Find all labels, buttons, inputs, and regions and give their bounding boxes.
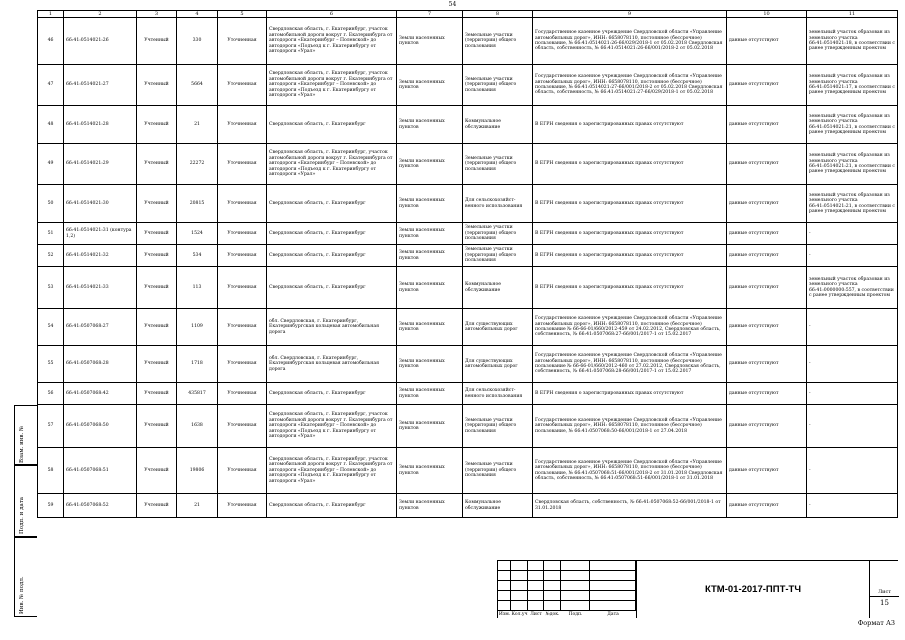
encumbrances-cell: данные отсутствуют — [727, 185, 807, 223]
rights-holder-cell: Государственное казенное учреждение Свердловской области «Управление автомобильных дорог», ИНН: 6658078110, постоянное (бессрочное) пользование, № 66:41:0507068:50-66/001/2018-1 от 27.04.2018 — [533, 405, 727, 448]
row-number-cell: 59 — [38, 494, 64, 518]
note-cell: - — [807, 309, 898, 346]
note-cell: - — [807, 383, 898, 405]
plot-area-cell: 435817 — [177, 383, 218, 405]
cadastral-number-cell: 66:41:0507068:50 — [64, 405, 137, 448]
land-category-cell: Земли населенных пунктов — [397, 144, 463, 185]
rights-holder-cell: Государственное казенное учреждение Свердловской области «Управление автомобильных дорог», ИНН: 6658078110, постоянное (бессрочное) пользование, № 66:41:0507068:51-66/001/2018-2 от 31.01.2018 Свердловская область, собственность, № 66:41:0507068:51-66/001/2018-1 от 31.01.2018 — [533, 448, 727, 494]
permitted-use-cell: Для существующих автомобильных дорог — [463, 309, 533, 346]
revision-cell — [544, 571, 561, 581]
revision-cell — [561, 591, 590, 601]
record-status-cell: Учтенный — [137, 245, 177, 267]
note-cell: земельный участок образован из земельного участка 66:41:0000000:557, в соответствии с ранее утвержденным проектом — [807, 267, 898, 309]
plot-area-cell: 1638 — [177, 405, 218, 448]
plot-address-cell: Свердловская область, г. Екатеринбург — [267, 185, 397, 223]
area-type-cell: Уточненная — [218, 185, 267, 223]
table-row — [38, 494, 898, 518]
row-number-cell: 49 — [38, 144, 64, 185]
rights-holder-cell: В ЕГРН сведения о зарегистрированных правах отсутствуют — [533, 106, 727, 144]
revision-grid — [498, 561, 636, 618]
plot-address-cell: обл. Свердловская, г. Екатеринбург, Екатеринбургская кольцевая автомобильная дорога — [267, 346, 397, 383]
column-number: 7 — [397, 11, 463, 18]
land-category-cell: Земли населенных пунктов — [397, 405, 463, 448]
permitted-use-cell: Земельные участки (территории) общего пользования — [463, 18, 533, 65]
column-number: 4 — [177, 11, 218, 18]
area-type-cell: Уточненная — [218, 144, 267, 185]
encumbrances-cell: данные отсутствуют — [727, 346, 807, 383]
permitted-use-cell: Земельные участки (территории) общего пользования — [463, 245, 533, 267]
page-number: 54 — [448, 1, 457, 8]
encumbrances-cell: данные отсутствуют — [727, 18, 807, 65]
revision-cell — [511, 561, 528, 571]
revision-cell — [590, 591, 636, 601]
cadastral-number-cell: 66:41:0514021:30 — [64, 185, 137, 223]
cadastral-number-cell: 66:41:0514021:26 — [64, 18, 137, 65]
rights-holder-cell: В ЕГРН сведения о зарегистрированных правах отсутствуют — [533, 245, 727, 267]
plot-area-cell: 1718 — [177, 346, 218, 383]
plot-area-cell: 534 — [177, 245, 218, 267]
area-type-cell: Уточненная — [218, 18, 267, 65]
row-number-cell: 55 — [38, 346, 64, 383]
revision-header: Кол.уч — [511, 612, 528, 617]
sheet-box — [869, 561, 898, 618]
table-row — [38, 245, 898, 267]
area-type-cell: Уточненная — [218, 383, 267, 405]
land-category-cell: Земли населенных пунктов — [397, 448, 463, 494]
note-cell: земельный участок образован из земельного участка 66:41:0514021:21, в соответствии с ранее утвержденным проектом — [807, 106, 898, 144]
column-number: 8 — [463, 11, 533, 18]
plot-address-cell: Свердловская область, г. Екатеринбург — [267, 245, 397, 267]
permitted-use-cell: Коммунальное обслуживание — [463, 494, 533, 518]
table-row — [38, 405, 898, 448]
revision-cell — [561, 581, 590, 591]
revision-cell — [561, 601, 590, 611]
plot-area-cell: 21 — [177, 106, 218, 144]
approval-sidebar — [14, 405, 37, 617]
table-row — [38, 185, 898, 223]
column-number: 11 — [807, 11, 898, 18]
land-category-cell: Земли населенных пунктов — [397, 106, 463, 144]
permitted-use-cell: Земельные участки (территории) общего пользования — [463, 448, 533, 494]
revision-cell — [590, 561, 636, 571]
column-number: 2 — [64, 11, 137, 18]
title-block — [497, 560, 898, 618]
record-status-cell: Учтенный — [137, 405, 177, 448]
revision-cell — [528, 561, 544, 571]
cadastral-number-cell: 66:41:0514021:27 — [64, 65, 137, 106]
note-cell: земельный участок образован из земельного участка 66:41:0514021:17, в соответствии с ранее утвержденным проектом — [807, 65, 898, 106]
rights-holder-cell: Государственное казенное учреждение Свердловской области «Управление автомобильных дорог», ИНН: 6658078110, постоянное (бессрочное) пользование № 66-66-01/660/2012-460 от 27.02.2012, Свердловская область, собственность, № 66:41:0507068:28-66/001/2017-1 от 15.02.2017 — [533, 346, 727, 383]
encumbrances-cell: данные отсутствуют — [727, 223, 807, 245]
land-category-cell: Земли населенных пунктов — [397, 383, 463, 405]
plot-area-cell: 1109 — [177, 309, 218, 346]
encumbrances-cell: данные отсутствуют — [727, 245, 807, 267]
plot-address-cell: Свердловская область, г. Екатеринбург — [267, 223, 397, 245]
note-cell: - — [807, 448, 898, 494]
table-row — [38, 223, 898, 245]
row-number-cell: 46 — [38, 18, 64, 65]
note-cell: - — [807, 245, 898, 267]
record-status-cell: Учтенный — [137, 106, 177, 144]
permitted-use-cell: Для сельскохозяйст-венного использования — [463, 383, 533, 405]
column-number: 9 — [533, 11, 727, 18]
table-row — [38, 144, 898, 185]
revision-cell — [498, 581, 511, 591]
revision-cell — [511, 581, 528, 591]
land-category-cell: Земли населенных пунктов — [397, 267, 463, 309]
row-number-cell: 58 — [38, 448, 64, 494]
land-category-cell: Земли населенных пунктов — [397, 223, 463, 245]
table-row — [38, 309, 898, 346]
rights-holder-cell: В ЕГРН сведения о зарегистрированных правах отсутствуют — [533, 383, 727, 405]
revision-cell — [544, 591, 561, 601]
revision-cell — [528, 571, 544, 581]
land-plots-table — [37, 10, 898, 518]
table-row — [38, 346, 898, 383]
record-status-cell: Учтенный — [137, 267, 177, 309]
land-category-cell: Земли населенных пунктов — [397, 309, 463, 346]
column-number: 3 — [137, 11, 177, 18]
revision-cell — [511, 591, 528, 601]
revision-cell — [544, 561, 561, 571]
rights-holder-cell: Государственное казенное учреждение Свердловской области «Управление автомобильных дорог», ИНН: 6658078110, постоянное (бессрочное) пользование, № 66:41:0514021:26-66/029/2018-1 от 05.02.2018 Свердловская область, собственность, № 66:41:0514021:26-66/001/2018-2 от 05.02.2018 — [533, 18, 727, 65]
revision-cell — [498, 591, 511, 601]
note-cell: - — [807, 346, 898, 383]
permitted-use-cell: Для сельскохозяйст-венного использования — [463, 185, 533, 223]
rights-holder-cell: Государственное казенное учреждение Свердловской области «Управление автомобильных дорог», ИНН: 6658078110, постоянное (бессрочное) пользование, № 66:41:0514021:27-66/001/2018-2 от 05.02.2018 Свердловская область, собственность, № 66:41:0514021:27-66/029/2018-1 от 05.02.2018 — [533, 65, 727, 106]
plot-area-cell: 113 — [177, 267, 218, 309]
cadastral-number-cell: 66:41:0507068:28 — [64, 346, 137, 383]
plot-area-cell: 330 — [177, 18, 218, 65]
plot-address-cell: Свердловская область, г. Екатеринбург, участок автомобильной дороги вокруг г. Екатеринбурга от автодороги «Екатеринбург – Полевской» до автодороги «Подъезд к г. Екатеринбургу от автодороги «Урал» — [267, 144, 397, 185]
area-type-cell: Уточненная — [218, 405, 267, 448]
record-status-cell: Учтенный — [137, 65, 177, 106]
plot-address-cell: обл. Свердловская, г. Екатеринбург, Екатеринбургская кольцевая автомобильная дорога — [267, 309, 397, 346]
record-status-cell: Учтенный — [137, 185, 177, 223]
plot-address-cell: Свердловская область, г. Екатеринбург, участок автомобильной дороги вокруг г. Екатеринбурга от автодороги «Екатеринбург – Полевской» до автодороги «Подъезд к г. Екатеринбургу от автодороги «Урал» — [267, 65, 397, 106]
permitted-use-cell: Коммунальное обслуживание — [463, 106, 533, 144]
table-row — [38, 448, 898, 494]
revision-header: Изм. — [498, 612, 511, 617]
area-type-cell: Уточненная — [218, 65, 267, 106]
revision-cell — [544, 601, 561, 611]
revision-cell — [528, 601, 544, 611]
column-number: 10 — [727, 11, 807, 18]
table-row — [38, 65, 898, 106]
note-cell: земельный участок образован из земельного участка 66:41:0514021:18, в соответствии с ранее утвержденным проектом — [807, 18, 898, 65]
area-type-cell: Уточненная — [218, 346, 267, 383]
encumbrances-cell: данные отсутствуют — [727, 494, 807, 518]
cadastral-number-cell: 66:41:0507068:42 — [64, 383, 137, 405]
permitted-use-cell: Коммунальное обслуживание — [463, 267, 533, 309]
plot-area-cell: 19806 — [177, 448, 218, 494]
row-number-cell: 52 — [38, 245, 64, 267]
area-type-cell: Уточненная — [218, 267, 267, 309]
plot-address-cell: Свердловская область, г. Екатеринбург — [267, 494, 397, 518]
cadastral-number-cell: 66:41:0507068:51 — [64, 448, 137, 494]
revision-cell — [528, 591, 544, 601]
cadastral-number-cell: 66:41:0514021:29 — [64, 144, 137, 185]
table-row — [38, 106, 898, 144]
note-cell: - — [807, 494, 898, 518]
record-status-cell: Учтенный — [137, 309, 177, 346]
area-type-cell: Уточненная — [218, 245, 267, 267]
record-status-cell: Учтенный — [137, 383, 177, 405]
land-category-cell: Земли населенных пунктов — [397, 494, 463, 518]
revision-cell — [590, 571, 636, 581]
table-row — [38, 267, 898, 309]
cadastral-number-cell: 66:41:0514021:32 — [64, 245, 137, 267]
sidebar-label-replacement: Взам. инв. № — [19, 425, 25, 463]
row-number-cell: 51 — [38, 223, 64, 245]
note-cell: земельный участок образован из земельного участка 66:41:0514021:21, в соответствии с ранее утвержденным проектом — [807, 144, 898, 185]
revision-cell — [498, 601, 511, 611]
record-status-cell: Учтенный — [137, 144, 177, 185]
area-type-cell: Уточненная — [218, 106, 267, 144]
land-category-cell: Земли населенных пунктов — [397, 346, 463, 383]
sidebar-label-original: Инв. № подл. — [19, 576, 25, 614]
row-number-cell: 50 — [38, 185, 64, 223]
record-status-cell: Учтенный — [137, 494, 177, 518]
revision-header: Лист — [530, 612, 542, 617]
revision-header: Дата — [607, 612, 619, 617]
column-number: 5 — [218, 11, 267, 18]
revision-cell — [590, 601, 636, 611]
permitted-use-cell: Для существующих автомобильных дорог — [463, 346, 533, 383]
permitted-use-cell: Земельные участки (территории) общего пользования — [463, 65, 533, 106]
cadastral-number-cell: 66:41:0514021:28 — [64, 106, 137, 144]
revision-cell — [561, 571, 590, 581]
encumbrances-cell: данные отсутствуют — [727, 405, 807, 448]
plot-area-cell: 1524 — [177, 223, 218, 245]
revision-header: №док. — [545, 612, 560, 617]
plot-address-cell: Свердловская область, г. Екатеринбург, участок автомобильной дороги вокруг г. Екатеринбурга от автодороги «Екатеринбург – Полевской» до автодороги «Подъезд к г. Екатеринбургу от автодороги «Урал» — [267, 405, 397, 448]
rights-holder-cell: Свердловская область, собственность, № 66:41:0507068:52-66/001/2018-1 от 31.01.2018 — [533, 494, 727, 518]
encumbrances-cell: данные отсутствуют — [727, 309, 807, 346]
row-number-cell: 54 — [38, 309, 64, 346]
document-code: КТМ-01-2017-ППТ-ТЧ — [636, 561, 869, 618]
sheet-number: 15 — [880, 599, 889, 607]
sheet-label: Лист — [870, 587, 899, 597]
encumbrances-cell: данные отсутствуют — [727, 106, 807, 144]
encumbrances-cell: данные отсутствуют — [727, 65, 807, 106]
land-category-cell: Земли населенных пунктов — [397, 65, 463, 106]
note-cell: - — [807, 405, 898, 448]
revision-cell — [544, 581, 561, 591]
plot-area-cell: 21 — [177, 494, 218, 518]
land-category-cell: Земли населенных пунктов — [397, 18, 463, 65]
revision-cell — [590, 581, 636, 591]
row-number-cell: 47 — [38, 65, 64, 106]
land-category-cell: Земли населенных пунктов — [397, 245, 463, 267]
sidebar-label-signature: Подп. и дата — [19, 496, 25, 534]
plot-address-cell: Свердловская область, г. Екатеринбург — [267, 267, 397, 309]
revision-cell — [561, 561, 590, 571]
plot-area-cell: 22272 — [177, 144, 218, 185]
record-status-cell: Учтенный — [137, 18, 177, 65]
plot-area-cell: 5664 — [177, 65, 218, 106]
record-status-cell: Учтенный — [137, 346, 177, 383]
record-status-cell: Учтенный — [137, 448, 177, 494]
note-cell: земельный участок образован из земельного участка 66:41:0514021:21, в соответствии с ранее утвержденным проектом — [807, 185, 898, 223]
sidebar-cell-replacement — [14, 405, 37, 465]
permitted-use-cell: Земельные участки (территории) общего пользования — [463, 405, 533, 448]
rights-holder-cell: В ЕГРН сведения о зарегистрированных правах отсутствуют — [533, 144, 727, 185]
encumbrances-cell: данные отсутствуют — [727, 267, 807, 309]
cadastral-number-cell: 66:41:0507068:27 — [64, 309, 137, 346]
encumbrances-cell: данные отсутствуют — [727, 383, 807, 405]
plot-address-cell: Свердловская область, г. Екатеринбург — [267, 383, 397, 405]
table-row — [38, 18, 898, 65]
revision-cell — [528, 581, 544, 591]
encumbrances-cell: данные отсутствуют — [727, 144, 807, 185]
area-type-cell: Уточненная — [218, 494, 267, 518]
column-number-row — [38, 11, 898, 18]
area-type-cell: Уточненная — [218, 309, 267, 346]
row-number-cell: 53 — [38, 267, 64, 309]
permitted-use-cell: Земельные участки (территории) общего пользования — [463, 223, 533, 245]
revision-cell — [511, 571, 528, 581]
rights-holder-cell: В ЕГРН сведения о зарегистрированных правах отсутствуют — [533, 223, 727, 245]
paper-format: Формат А3 — [857, 619, 895, 627]
plot-address-cell: Свердловская область, г. Екатеринбург, участок автомобильной дороги вокруг г. Екатеринбурга от автодороги «Екатеринбург – Полевской» до автодороги «Подъезд к г. Екатеринбургу от автодороги «Урал» — [267, 448, 397, 494]
sidebar-cell-signature — [14, 465, 37, 537]
column-number: 6 — [267, 11, 397, 18]
cadastral-number-cell: 66:41:0514021:33 — [64, 267, 137, 309]
sidebar-cell-original — [14, 537, 37, 617]
area-type-cell: Уточненная — [218, 223, 267, 245]
row-number-cell: 57 — [38, 405, 64, 448]
record-status-cell: Учтенный — [137, 223, 177, 245]
row-number-cell: 48 — [38, 106, 64, 144]
rights-holder-cell: Государственное казенное учреждение Свердловской области «Управление автомобильных дорог», ИНН: 6658078110, постоянное (бессрочное) пользование № 66-66-01/660/2012-459 от 24.02.2012, Свердловская область, собственность, № 66:41:0507068:27-66/001/2017-1 от 15.02.2017 — [533, 309, 727, 346]
permitted-use-cell: Земельные участки (территории) общего пользования — [463, 144, 533, 185]
revision-cell — [498, 561, 511, 571]
plot-area-cell: 20815 — [177, 185, 218, 223]
revision-header: Подп. — [568, 612, 583, 617]
plot-address-cell: Свердловская область, г. Екатеринбург — [267, 106, 397, 144]
row-number-cell: 56 — [38, 383, 64, 405]
area-type-cell: Уточненная — [218, 448, 267, 494]
table-row — [38, 383, 898, 405]
cadastral-number-cell: 66:41:0507068:52 — [64, 494, 137, 518]
land-category-cell: Земли населенных пунктов — [397, 185, 463, 223]
revision-cell — [498, 571, 511, 581]
revision-cell — [511, 601, 528, 611]
cadastral-number-cell: 66:41:0514021:31 (контура 1,2) — [64, 223, 137, 245]
rights-holder-cell: В ЕГРН сведения о зарегистрированных правах отсутствуют — [533, 185, 727, 223]
encumbrances-cell: данные отсутствуют — [727, 448, 807, 494]
plot-address-cell: Свердловская область, г. Екатеринбург, участок автомобильной дороги вокруг г. Екатеринбурга от автодороги «Екатеринбург – Полевской» до автодороги «Подъезд к г. Екатеринбургу от автодороги «Урал» — [267, 18, 397, 65]
column-number: 1 — [38, 11, 64, 18]
note-cell: - — [807, 223, 898, 245]
rights-holder-cell: В ЕГРН сведения о зарегистрированных правах отсутствуют — [533, 267, 727, 309]
